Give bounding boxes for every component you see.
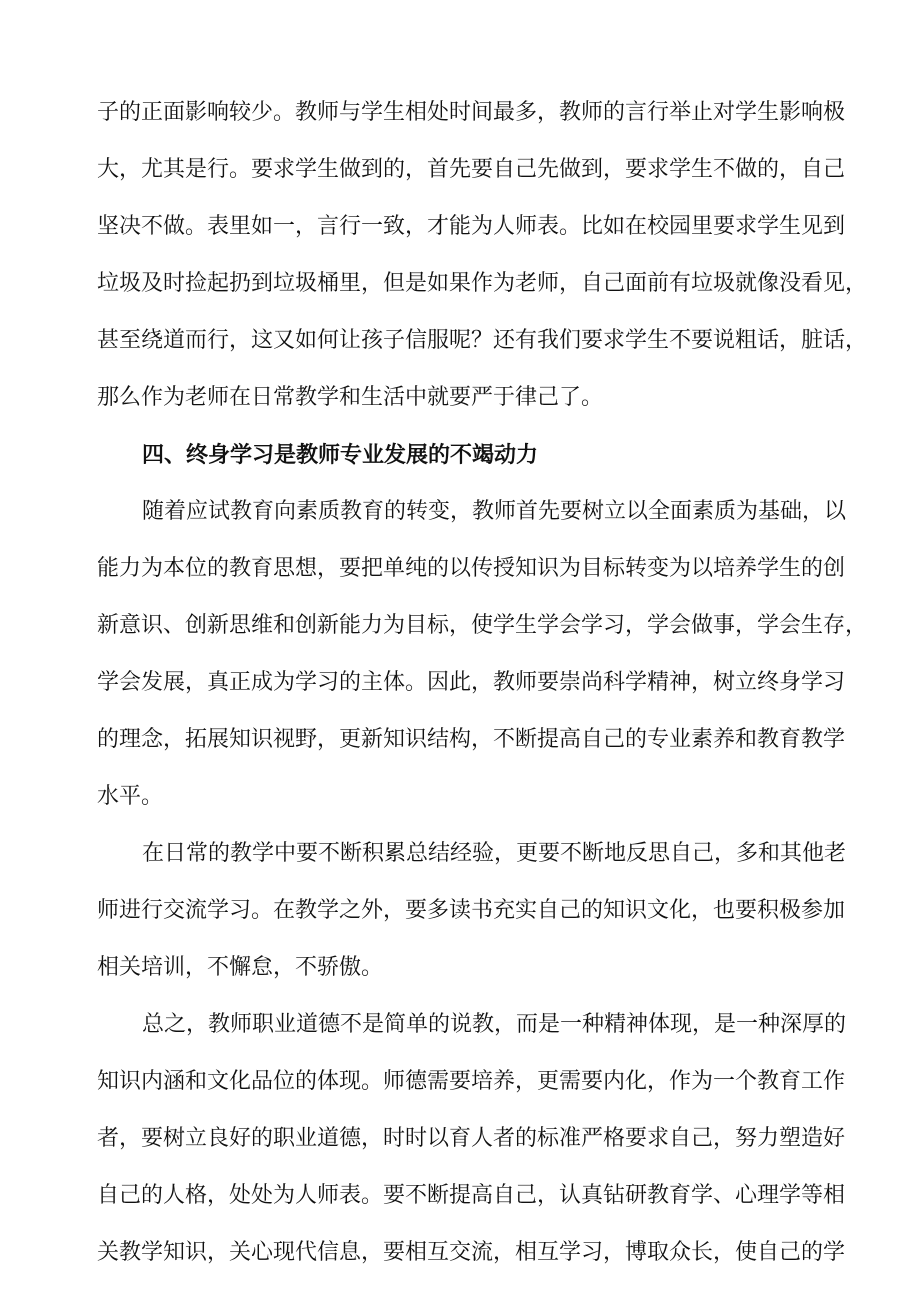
paragraph-line: 子的正面影响较少。教师与学生相处时间最多，教师的言行举止对学生影响极: [97, 100, 846, 125]
paragraph-line: 总之，教师职业道德不是简单的说教，而是一种精神体现，是一种深厚的: [142, 1012, 847, 1037]
paragraph-line: 师进行交流学习。在教学之外，要多读书充实自己的知识文化，也要积极参加: [97, 898, 846, 923]
paragraph-line: 大，尤其是行。要求学生做到的，首先要自己先做到，要求学生不做的，自己: [97, 157, 846, 182]
paragraph-line: 水平。: [97, 784, 164, 809]
paragraph-line: 在日常的教学中要不断积累总结经验，更要不断地反思自己，多和其他老: [142, 841, 847, 866]
paragraph-line: 新意识、创新思维和创新能力为目标，使学生学会学习，学会做事，学会生存，: [97, 613, 868, 638]
paragraph-line: 知识内涵和文化品位的体现。师德需要培养，更需要内化，作为一个教育工作: [97, 1069, 846, 1094]
paragraph-line: 甚至绕道而行，这又如何让孩子信服呢？还有我们要求学生不要说粗话，脏话，: [97, 328, 868, 353]
paragraph-line: 自己的人格，处处为人师表。要不断提高自己，认真钻研教育学、心理学等相: [97, 1183, 846, 1208]
paragraph-line: 垃圾及时捡起扔到垃圾桶里，但是如果作为老师，自己面前有垃圾就像没看见，: [97, 271, 868, 296]
paragraph-line: 的理念，拓展知识视野，更新知识结构，不断提高自己的专业素养和教育教学: [97, 727, 846, 752]
paragraph-line: 相关培训，不懈怠，不骄傲。: [97, 955, 384, 980]
section-heading: 四、终身学习是教师专业发展的不竭动力: [142, 442, 539, 468]
paragraph-line: 者，要树立良好的职业道德，时时以育人者的标准严格要求自己，努力塑造好: [97, 1126, 846, 1151]
paragraph-line: 关教学知识，关心现代信息，要相互交流，相互学习，博取众长，使自己的学: [97, 1240, 846, 1265]
paragraph-line: 坚决不做。表里如一，言行一致，才能为人师表。比如在校园里要求学生见到: [97, 214, 846, 239]
paragraph-line: 能力为本位的教育思想，要把单纯的以传授知识为目标转变为以培养学生的创: [97, 556, 846, 581]
paragraph-line: 学会发展，真正成为学习的主体。因此，教师要崇尚科学精神，树立终身学习: [97, 670, 846, 695]
paragraph-line: 那么作为老师在日常教学和生活中就要严于律己了。: [97, 385, 604, 410]
paragraph-line: 随着应试教育向素质教育的转变，教师首先要树立以全面素质为基础，以: [142, 499, 847, 524]
